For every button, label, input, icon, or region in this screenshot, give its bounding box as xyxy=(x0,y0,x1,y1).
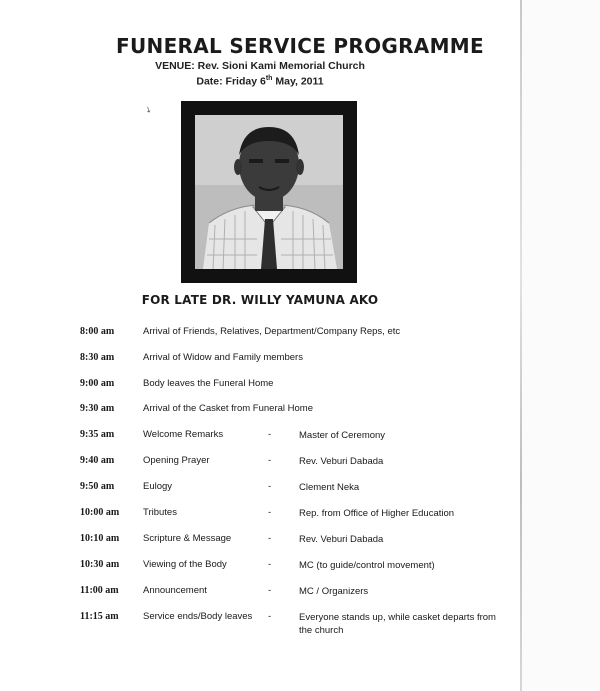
schedule-event: Welcome Remarks xyxy=(143,429,224,440)
schedule-event: Viewing of the Body xyxy=(143,559,227,570)
schedule-person: Rep. from Office of Higher Education xyxy=(299,508,455,519)
date-line xyxy=(0,75,520,88)
scan-mark: ↘ xyxy=(143,103,154,116)
schedule-event: Eulogy xyxy=(143,481,173,492)
schedule-time: 9:35 am xyxy=(80,429,115,440)
schedule-time: 10:30 am xyxy=(80,559,120,570)
schedule-row xyxy=(0,507,520,521)
schedule-event: Opening Prayer xyxy=(143,455,210,466)
schedule-person: Clement Neka xyxy=(299,482,360,493)
schedule-row xyxy=(0,559,520,573)
schedule-person: MC (to guide/control movement) xyxy=(299,560,435,571)
schedule-event: Body leaves the Funeral Home xyxy=(143,378,274,389)
deceased-heading: FOR LATE DR. WILLY YAMUNA AKO xyxy=(141,293,379,307)
schedule-event: Service ends/Body leaves xyxy=(143,611,253,622)
schedule-row xyxy=(0,352,520,366)
page-fold-edge xyxy=(520,0,522,691)
schedule-row xyxy=(0,585,520,599)
schedule-row xyxy=(0,326,520,340)
schedule-person: Rev. Veburi Dabada xyxy=(299,456,384,467)
schedule-time: 10:10 am xyxy=(80,533,120,544)
schedule-event: Arrival of the Casket from Funeral Home xyxy=(143,403,314,414)
schedule-person: Master of Ceremony xyxy=(299,430,386,441)
schedule-row xyxy=(0,378,520,392)
portrait-photo xyxy=(195,115,343,269)
schedule-time: 9:00 am xyxy=(80,378,115,389)
venue-line: VENUE: Rev. Sioni Kami Memorial Church xyxy=(155,60,365,72)
schedule-person: MC / Organizers xyxy=(299,586,369,597)
schedule-time: 8:30 am xyxy=(80,352,115,363)
date-suffix: May, 2011 xyxy=(272,75,324,88)
schedule-time: 8:00 am xyxy=(80,326,115,337)
schedule-event: Scripture & Message xyxy=(143,533,232,544)
schedule-event: Arrival of Friends, Relatives, Department/Company Reps, etc xyxy=(143,326,401,337)
date-superscript: th xyxy=(265,75,273,82)
schedule-row xyxy=(0,611,520,636)
schedule-event: Announcement xyxy=(143,585,207,596)
schedule-dash: - xyxy=(268,429,272,440)
schedule-event: Tributes xyxy=(143,507,177,518)
schedule-dash: - xyxy=(268,533,272,544)
schedule-dash: - xyxy=(268,585,272,596)
schedule-dash: - xyxy=(268,559,272,570)
portrait-frame xyxy=(181,101,357,283)
schedule-dash: - xyxy=(268,455,272,466)
schedule-dash: - xyxy=(268,611,272,622)
date-prefix: Date: Friday 6 xyxy=(196,75,266,88)
schedule-dash: - xyxy=(268,481,272,492)
schedule-row xyxy=(0,429,520,443)
schedule-row xyxy=(0,481,520,495)
schedule-row xyxy=(0,533,520,547)
schedule-row xyxy=(0,455,520,469)
schedule-person: Rev. Veburi Dabada xyxy=(299,534,384,545)
schedule-time: 9:40 am xyxy=(80,455,115,466)
schedule-time: 9:30 am xyxy=(80,403,115,414)
schedule-row xyxy=(0,403,520,417)
schedule-time: 10:00 am xyxy=(80,507,120,518)
adjacent-page-area xyxy=(522,0,600,691)
schedule-event: Arrival of Widow and Family members xyxy=(143,352,303,363)
schedule-time: 9:50 am xyxy=(80,481,115,492)
schedule-person: Everyone stands up, while casket departs from the church xyxy=(299,612,496,636)
schedule-dash: - xyxy=(268,507,272,518)
page-title: FUNERAL SERVICE PROGRAMME xyxy=(116,34,484,58)
portrait-illustration xyxy=(195,115,343,269)
schedule-time: 11:00 am xyxy=(80,585,119,596)
schedule-time: 11:15 am xyxy=(80,611,119,622)
